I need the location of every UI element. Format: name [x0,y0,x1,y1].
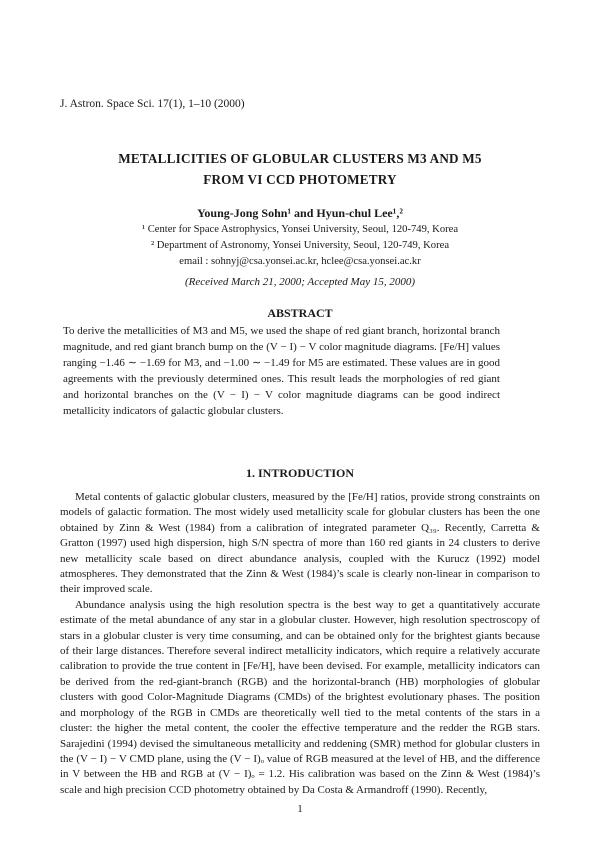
page-number: 1 [297,803,303,815]
introduction-body [60,490,540,798]
authors: Young-Jong Sohn¹ and Hyun-chul Lee¹,² [197,206,403,220]
journal-citation: J. Astron. Space Sci. 17(1), 1–10 (2000) [60,98,245,110]
paper-title-line-1: METALLICITIES OF GLOBULAR CLUSTERS M3 AND M5 [118,151,482,166]
affiliation-2: ² Department of Astronomy, Yonsei University, Seoul, 120-749, Korea [150,240,450,251]
received-dates: (Received March 21, 2000; Accepted May 15, 2000) [185,276,415,288]
abstract-heading: ABSTRACT [267,306,333,320]
affiliation-1: ¹ Center for Space Astrophysics, Yonsei University, Seoul, 120-749, Korea [141,224,459,235]
email-line: email : sohnyj@csa.yonsei.ac.kr, hclee@csa.yonsei.ac.kr [179,256,421,267]
introduction-heading: 1. INTRODUCTION [245,466,354,480]
paragraph: Metal contents of galactic globular clusters, measured by the [Fe/H] ratios, provide strong constraints on models of galactic formation. The most widely used metallicity scale for globular clusters has been the one obtained by Zinn & West (1984) from a calibration of integrated parameter Q₃₉. Recently, Carretta & Gratton (1997) used high dispersion, high S/N spectra of more than 160 red giants in 24 clusters to derive new metallicity scale based on direct abundance analysis, coupled with the Kurucz (1992) model atmospheres. They demonstrated that the Zinn & West (1984)’s scale is clearly non-linear in comparison to their improved scale. [60,491,540,596]
abstract-text: To derive the metallicities of M3 and M5, we used the shape of red giant branch, horizontal branch magnitude, and red giant branch bump on the (V − I) − V color magnitude diagrams. [Fe/H] values ranging −1.46 ∼ −1.69 for M3, and −1.00 ∼ −1.49 for M5 are estimated. These values are in good agreements with the previously determined ones. This result leads the morphologies of red giant and horizontal branches on the (V − I) − V color magnitude diagrams can be good indirect metallicity indicators of galactic globular clusters. [63,325,500,417]
paper-title-line-2: FROM VI CCD PHOTOMETRY [203,172,397,187]
paragraph: Abundance analysis using the high resolution spectra is the best way to get a quantitatively accurate estimate of the metal abundance of any star in a globular cluster. However, high resolution spectroscopy of stars in a globular cluster is very time consuming, and can be obtained only for the brightest giants because of their large distances. Therefore several indirect metallicity indicators, which require a relatively accurate calibration to provide the true content in [Fe/H], have been devised. For example, metallicity indicators can be derived from the red-giant-branch (RGB) and the horizontal-branch (HB) morphologies of globular clusters with good Color-Magnitude Diagrams (CMDs) of the brightest evolutionary phases. The position and morphology of the RGB in CMDs are theoretically well tied to the metal contents of the stars in a cluster: the higher the metal content, the cooler the effective temperature and the redder the RGB stars. Sarajedini (1994) devised the simultaneous metallicity and reddening (SMR) method for globular clusters in the (V − I) − V CMD plane, using the (V − I)ₒ value of RGB measured at the level of HB, and the difference in V between the HB and RGB at (V − I)ₒ = 1.2. His calibration was based on the Zinn & West (1984)’s scale and high precision CCD photometry obtained by Da Costa & Armandroff (1990). Recently, [60,598,540,796]
